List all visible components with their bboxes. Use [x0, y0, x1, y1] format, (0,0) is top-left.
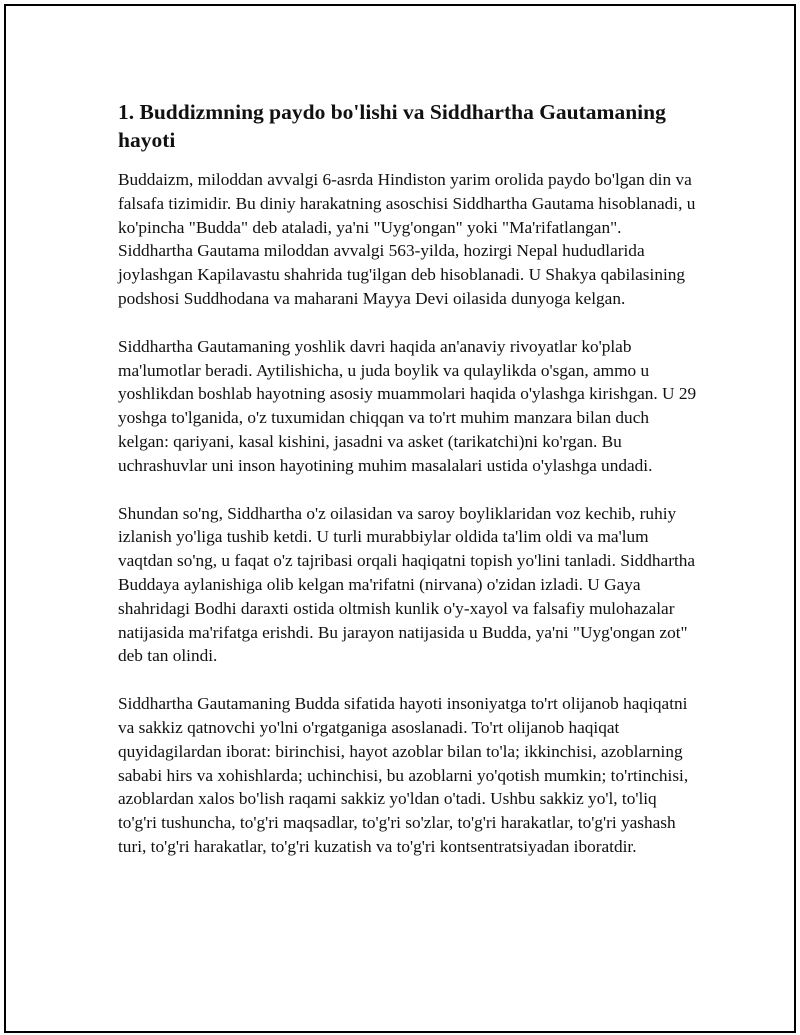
- document-body: [118, 98, 698, 883]
- paragraph-1: Buddaizm, miloddan avvalgi 6-asrda Hindiston yarim orolida paydo bo'lgan din va falsafa tizimidir. Bu diniy harakatning asoschisi Siddhartha Gautama hisoblanadi, u ko'pincha "Budda" deb ataladi, ya'ni "Uyg'ongan" yoki "Ma'rifatlangan". Siddhartha Gautama miloddan avvalgi 563-yilda, hozirgi Nepal hududlarida joylashgan Kapilavastu shahrida tug'ilgan deb hisoblanadi. U Shakya qabilasining podshosi Suddhodana va maharani Mayya Devi oilasida dunyoga kelgan.: [118, 170, 696, 308]
- page-frame: [4, 4, 796, 1033]
- paragraph-2: Siddhartha Gautamaning yoshlik davri haqida an'anaviy rivoyatlar ko'plab ma'lumotlar beradi. Aytilishicha, u juda boylik va qulaylikda o'sgan, ammo u yoshlikdan boshlab hayotning asosiy muammolari haqida o'ylashga kirishgan. U 29 yoshga to'lganida, o'z tuxumidan chiqqan va to'rt muhim manzara bilan duch kelgan: qariyani, kasal kishini, jasadni va asket (tarikatchi)ni ko'rgan. Bu uchrashuvlar uni inson hayotining muhim masalalari ustida o'ylashga undadi.: [118, 336, 697, 475]
- document-title: 1. Buddizmning paydo bo'lishi va Siddhartha Gautamaning hayoti: [118, 100, 666, 152]
- paragraph-4: Siddhartha Gautamaning Budda sifatida hayoti insoniyatga to'rt olijanob haqiqatni va sakkiz qatnovchi yo'lni o'rgatganiga asoslanadi. To'rt olijanob haqiqat quyidagilardan iborat: birinchisi, hayot azoblar bilan to'la; ikkinchisi, azoblarning sababi hirs va xohishlarda; uchinchisi, bu azoblarni yo'qotish mumkin; to'rtinchisi, azoblardan xalos bo'lish raqami sakkiz yo'ldan o'tadi. Ushbu sakkiz yo'l, to'liq to'g'ri tushuncha, to'g'ri maqsadlar, to'g'ri so'zlar, to'g'ri harakatlar, to'g'ri yashash turi, to'g'ri harakatlar, to'g'ri kuzatish va to'g'ri kontsentratsiyadan iboratdir.: [118, 694, 689, 856]
- paragraph-3: Shundan so'ng, Siddhartha o'z oilasidan va saroy boyliklaridan voz kechib, ruhiy izlanish yo'liga tushib ketdi. U turli murabbiylar oldida ta'lim oldi va ma'lum vaqtdan so'ng, u faqat o'z tajribasi orqali haqiqatni topish yo'lini tanladi. Siddhartha Buddaya aylanishiga olib kelgan ma'rifatni (nirvana) o'zidan izladi. U Gaya shahridagi Bodhi daraxti ostida oltmish kunlik o'y-xayol va falsafiy mulohazalar natijasida ma'rifatga erishdi. Bu jarayon natijasida u Budda, ya'ni "Uyg'ongan zot" deb tan olindi.: [118, 503, 696, 666]
